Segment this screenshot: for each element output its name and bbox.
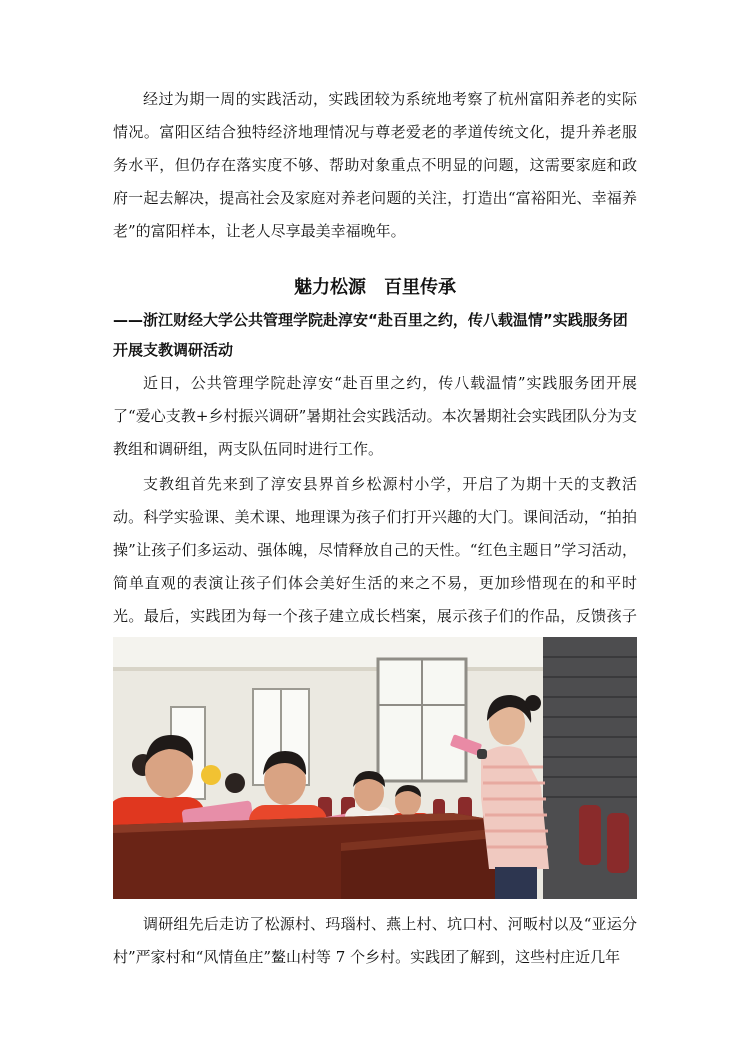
article-subtitle: ——浙江财经大学公共管理学院赴淳安“赴百里之约，传八载温情”实践服务团开展支教调研活动 [113, 311, 628, 359]
article-paragraph-1: 近日，公共管理学院赴淳安“赴百里之约，传八载温情”实践服务团开展了“爱心支教+乡村振兴调研”暑期社会实践活动。本次暑期社会实践团队分为支教组和调研组，两支队伍同时进行工作。 [113, 374, 637, 458]
article-title: 魅力松源 百里传承 [294, 277, 456, 298]
classroom-photo [113, 637, 637, 899]
article-paragraph-3: 调研组先后走访了松源村、玛瑙村、燕上村、坑口村、河畈村以及“亚运分村”严家村和“风情鱼庄”鳌山村等 7 个乡村。实践团了解到，这些村庄近几年 [113, 915, 637, 966]
intro-paragraph: 经过为期一周的实践活动，实践团较为系统地考察了杭州富阳养老的实际情况。富阳区结合独特经济地理情况与尊老爱老的孝道传统文化，提升养老服务水平，但仍存在落实度不够、帮助对象重点不明显的问题，这需要家庭和政府一起去解决，提高社会及家庭对养老问题的关注，打造出“富裕阳光、幸福养老”的富阳样本，让老人尽享最美幸福晚年。 [113, 90, 637, 240]
article-paragraph-2: 支教组首先来到了淳安县界首乡松源村小学，开启了为期十天的支教活动。科学实验课、美术课、地理课为孩子们打开兴趣的大门。课间活动，“拍拍操”让孩子们多运动、强体魄，尽情释放自己的天性。“红色主题日”学习活动，简单直观的表演让孩子们体会美好生活的来之不易，更加珍惜现在的和平时光。最后，实践团为每一个孩子建立成长档案，展示孩子们的作品，反馈孩子 [113, 475, 637, 625]
